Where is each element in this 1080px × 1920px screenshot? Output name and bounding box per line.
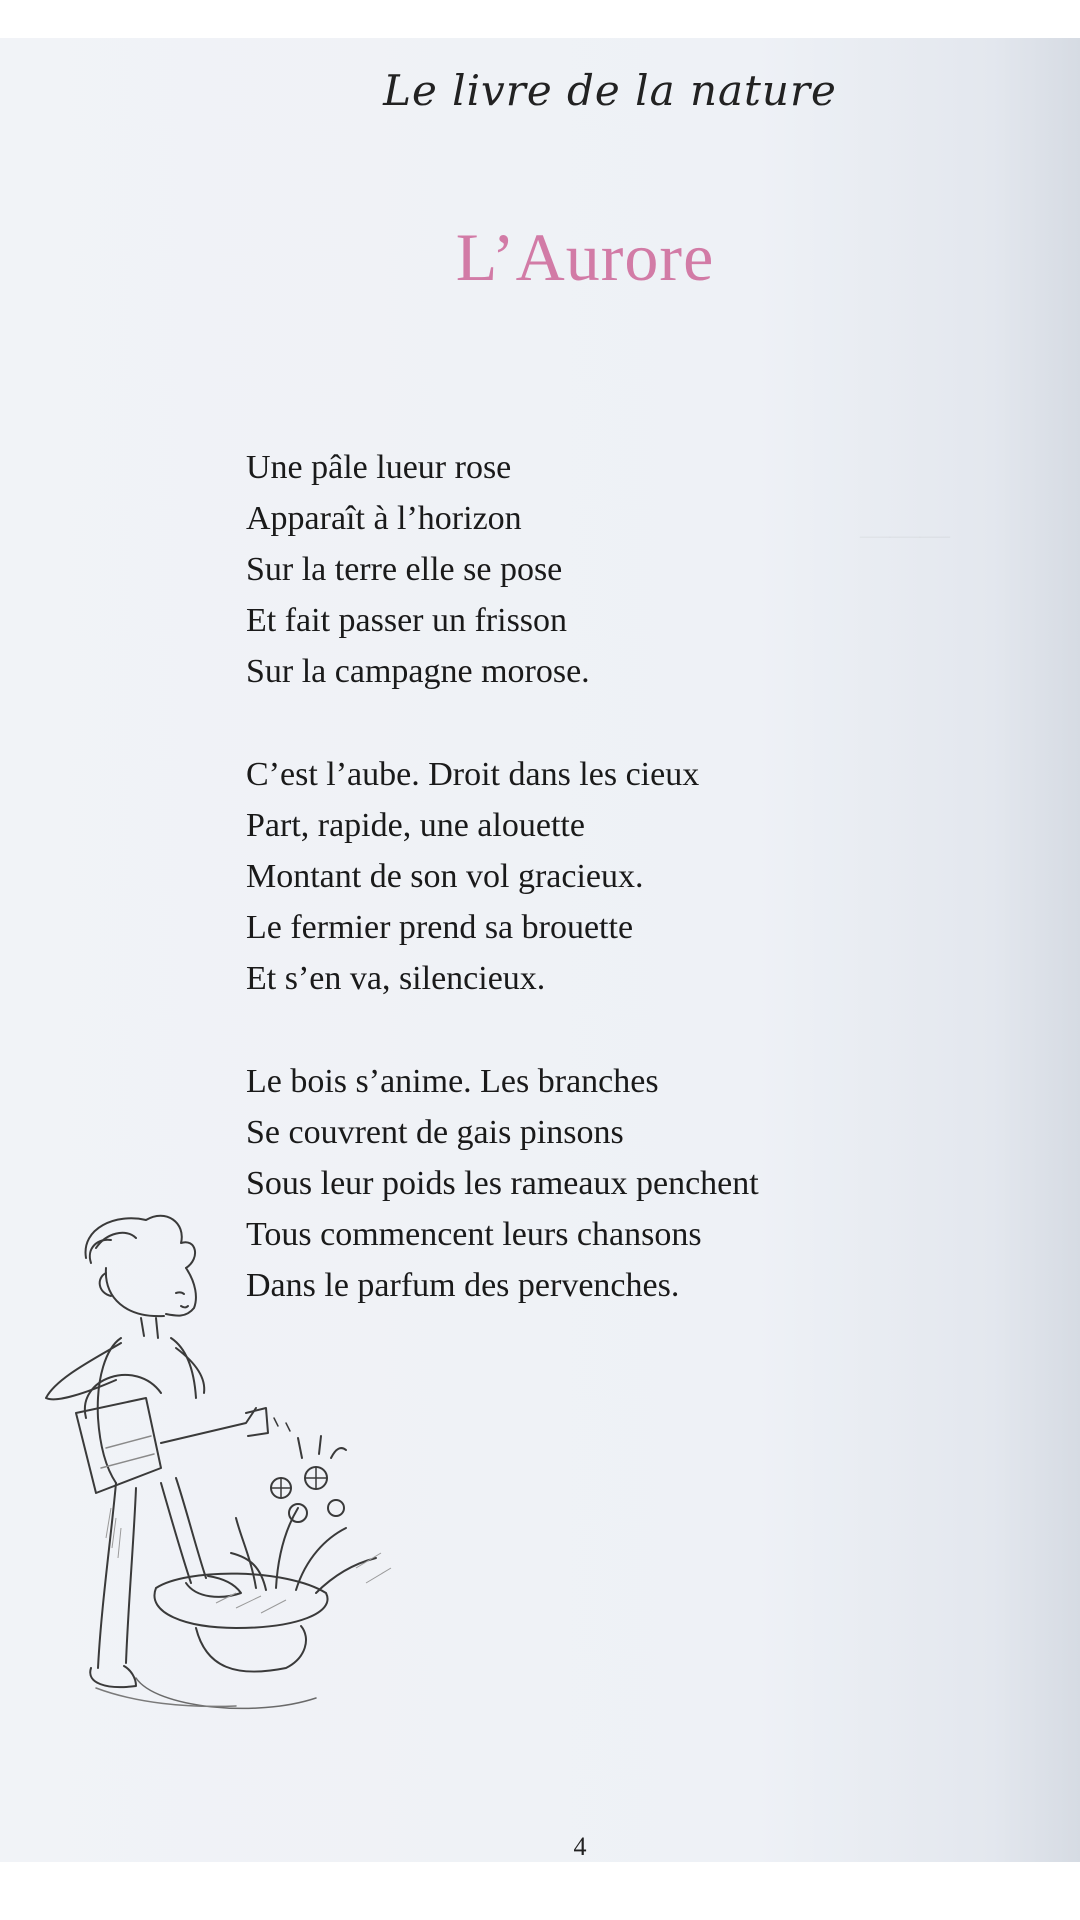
poem-line: Sur la terre elle se pose <box>246 551 563 588</box>
poem-line: Tous commencent leurs chansons <box>246 1216 702 1253</box>
poem-title: L’Aurore <box>455 219 715 295</box>
poem-line: Dans le parfum des pervenches. <box>246 1267 680 1304</box>
page-number: 4 <box>573 1832 587 1861</box>
stanza <box>246 442 1046 697</box>
poem-line: Sur la campagne morose. <box>246 653 590 690</box>
book-page <box>0 38 1080 1862</box>
poem-line: Et s’en va, silencieux. <box>246 960 546 997</box>
poem-line: Le fermier prend sa brouette <box>246 909 634 946</box>
stanza <box>246 749 1046 1004</box>
poem-line: Et fait passer un frisson <box>246 602 568 639</box>
poem-line: C’est l’aube. Droit dans les cieux <box>246 756 700 793</box>
show-through-texture: ——— <box>860 518 950 551</box>
poem-line: Montant de son vol gracieux. <box>246 858 644 895</box>
poem-line: Sous leur poids les rameaux penchent <box>246 1165 759 1202</box>
child-watering-flowers-illustration <box>36 1208 436 1768</box>
poem-line: Part, rapide, une alouette <box>246 807 585 844</box>
running-head: Le livre de la nature <box>383 66 837 115</box>
poem-line: Se couvrent de gais pinsons <box>246 1114 624 1151</box>
poem-line: Le bois s’anime. Les branches <box>246 1063 659 1100</box>
poem-line: Une pâle lueur rose <box>246 449 512 486</box>
poem-line: Apparaît à l’horizon <box>246 500 522 537</box>
